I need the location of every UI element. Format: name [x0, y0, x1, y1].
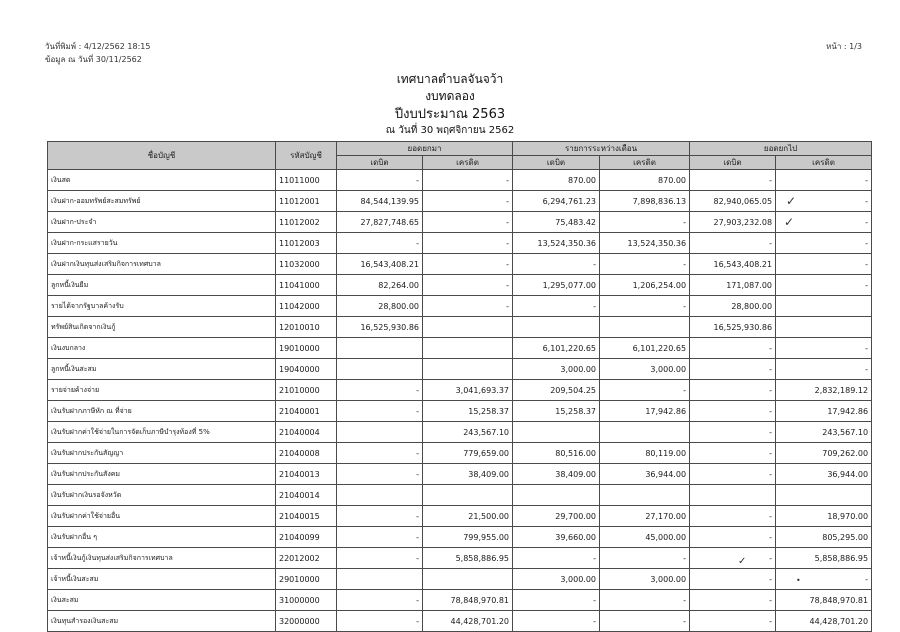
cell-bf-debit: 82,264.00	[337, 275, 423, 296]
cell-account-code: 21010000	[276, 380, 337, 401]
cell-mv-debit: -	[513, 296, 600, 317]
header-bf-debit: เดบิต	[337, 156, 423, 170]
cell-bf-debit	[337, 359, 423, 380]
cell-cf-debit: -	[690, 170, 776, 191]
cell-mv-credit: 1,206,254.00	[600, 275, 690, 296]
cell-mv-debit: -	[513, 548, 600, 569]
cell-mv-credit: 80,119.00	[600, 443, 690, 464]
cell-bf-credit	[423, 485, 513, 506]
handwritten-checkmark: ✓	[738, 556, 747, 567]
cell-account-name: เงินรับฝากภาษีหัก ณ ที่จ่าย	[48, 401, 276, 422]
cell-bf-credit: -	[423, 254, 513, 275]
cell-cf-credit: -	[776, 275, 872, 296]
cell-mv-credit: 27,170.00	[600, 506, 690, 527]
cell-mv-credit: 6,101,220.65	[600, 338, 690, 359]
table-row	[48, 548, 872, 569]
cell-account-name: เงินรับฝากประกันสังคม	[48, 464, 276, 485]
cell-mv-credit: 13,524,350.36	[600, 233, 690, 254]
cell-mv-debit: 80,516.00	[513, 443, 600, 464]
cell-account-name: เงินสะสม	[48, 590, 276, 611]
table-row	[48, 191, 872, 212]
cell-bf-credit: -	[423, 191, 513, 212]
cell-account-name: เงินทุนสำรองเงินสะสม	[48, 611, 276, 632]
cell-cf-debit: -	[690, 443, 776, 464]
cell-cf-debit: 28,800.00	[690, 296, 776, 317]
cell-cf-credit: -	[776, 569, 872, 590]
cell-account-code: 11042000	[276, 296, 337, 317]
cell-account-code: 11011000	[276, 170, 337, 191]
cell-mv-credit: -	[600, 254, 690, 275]
cell-bf-debit: 84,544,139.95	[337, 191, 423, 212]
cell-mv-credit: -	[600, 548, 690, 569]
header-cf-credit: เครดิต	[776, 156, 872, 170]
header-mv-debit: เดบิต	[513, 156, 600, 170]
cell-bf-credit: 78,848,970.81	[423, 590, 513, 611]
cell-bf-debit: -	[337, 611, 423, 632]
cell-account-code: 29010000	[276, 569, 337, 590]
cell-bf-credit: 779,659.00	[423, 443, 513, 464]
cell-mv-debit: 6,101,220.65	[513, 338, 600, 359]
cell-account-name: เงินรับฝากอื่น ๆ	[48, 527, 276, 548]
cell-bf-debit: -	[337, 401, 423, 422]
cell-bf-credit: -	[423, 212, 513, 233]
cell-account-name: รายได้จากรัฐบาลค้างรับ	[48, 296, 276, 317]
cell-cf-credit: 805,295.00	[776, 527, 872, 548]
cell-cf-debit: -	[690, 590, 776, 611]
cell-mv-debit: -	[513, 611, 600, 632]
cell-mv-debit: 29,700.00	[513, 506, 600, 527]
cell-bf-debit: -	[337, 527, 423, 548]
cell-account-name: เงินฝาก-ประจำ	[48, 212, 276, 233]
cell-mv-credit: 3,000.00	[600, 359, 690, 380]
cell-account-name: ลูกหนี้เงินสะสม	[48, 359, 276, 380]
cell-cf-credit: -	[776, 233, 872, 254]
cell-mv-credit: 7,898,836.13	[600, 191, 690, 212]
header-carried-forward: ยอดยกไป	[690, 142, 872, 156]
cell-cf-credit: 78,848,970.81	[776, 590, 872, 611]
cell-bf-credit: -	[423, 275, 513, 296]
cell-cf-credit: -	[776, 212, 872, 233]
cell-mv-debit: 15,258.37	[513, 401, 600, 422]
table-row	[48, 527, 872, 548]
cell-cf-debit: -	[690, 464, 776, 485]
cell-mv-debit: 870.00	[513, 170, 600, 191]
cell-mv-debit: -	[513, 254, 600, 275]
header-cf-debit: เดบิต	[690, 156, 776, 170]
organization-name: เทศบาลตำบลจันจว้า	[396, 72, 504, 86]
table-row	[48, 338, 872, 359]
cell-mv-credit: -	[600, 380, 690, 401]
cell-bf-credit: -	[423, 170, 513, 191]
cell-mv-debit: -	[513, 590, 600, 611]
cell-bf-credit: -	[423, 296, 513, 317]
cell-mv-debit: 38,409.00	[513, 464, 600, 485]
cell-bf-credit	[423, 359, 513, 380]
cell-account-code: 22012002	[276, 548, 337, 569]
cell-bf-debit: -	[337, 233, 423, 254]
cell-bf-credit: 799,955.00	[423, 527, 513, 548]
cell-account-code: 11012003	[276, 233, 337, 254]
cell-cf-credit: 17,942.86	[776, 401, 872, 422]
cell-bf-debit: 27,827,748.65	[337, 212, 423, 233]
cell-mv-debit	[513, 317, 600, 338]
cell-cf-debit: -	[690, 569, 776, 590]
cell-account-code: 21040013	[276, 464, 337, 485]
cell-cf-credit	[776, 485, 872, 506]
print-date: วันที่พิมพ์ : 4/12/2562 18:15	[45, 42, 151, 51]
cell-cf-debit: -	[690, 611, 776, 632]
cell-cf-credit: 36,944.00	[776, 464, 872, 485]
cell-mv-credit: 45,000.00	[600, 527, 690, 548]
cell-cf-credit: 5,858,886.95	[776, 548, 872, 569]
cell-cf-debit: -	[690, 233, 776, 254]
cell-account-name: เงินสด	[48, 170, 276, 191]
cell-cf-credit: 18,970.00	[776, 506, 872, 527]
cell-mv-credit: -	[600, 590, 690, 611]
cell-cf-credit: -	[776, 170, 872, 191]
cell-mv-credit	[600, 422, 690, 443]
cell-bf-debit	[337, 422, 423, 443]
report-title: งบทดลอง	[425, 89, 475, 103]
cell-account-name: เงินรับฝากประกันสัญญา	[48, 443, 276, 464]
header-account-code: รหัสบัญชี	[276, 142, 337, 170]
cell-cf-debit: -	[690, 338, 776, 359]
cell-cf-credit: -	[776, 338, 872, 359]
header-brought-forward: ยอดยกมา	[337, 142, 513, 156]
cell-mv-debit	[513, 485, 600, 506]
cell-mv-debit: 75,483.42	[513, 212, 600, 233]
cell-mv-debit	[513, 422, 600, 443]
table-row	[48, 569, 872, 590]
cell-bf-debit: 28,800.00	[337, 296, 423, 317]
table-row	[48, 590, 872, 611]
cell-bf-credit	[423, 317, 513, 338]
cell-mv-debit: 1,295,077.00	[513, 275, 600, 296]
cell-cf-debit: 171,087.00	[690, 275, 776, 296]
table-row	[48, 380, 872, 401]
cell-cf-credit: -	[776, 359, 872, 380]
cell-bf-debit	[337, 569, 423, 590]
cell-account-name: เงินรับฝากค่าใช้จ่ายอื่น	[48, 506, 276, 527]
cell-mv-credit: -	[600, 611, 690, 632]
cell-account-code: 11012002	[276, 212, 337, 233]
cell-bf-debit: 16,543,408.21	[337, 254, 423, 275]
cell-cf-debit: -	[690, 380, 776, 401]
cell-cf-credit: 709,262.00	[776, 443, 872, 464]
cell-bf-credit: -	[423, 233, 513, 254]
cell-account-name: เงินฝาก-ออมทรัพย์สะสมทรัพย์	[48, 191, 276, 212]
fiscal-year: ปีงบประมาณ 2563	[394, 107, 506, 122]
cell-cf-debit: 82,940,065.05	[690, 191, 776, 212]
cell-mv-credit: 870.00	[600, 170, 690, 191]
cell-bf-debit: 16,525,930.86	[337, 317, 423, 338]
cell-account-code: 21040001	[276, 401, 337, 422]
cell-mv-debit: 3,000.00	[513, 359, 600, 380]
table-row	[48, 506, 872, 527]
cell-mv-credit: 36,944.00	[600, 464, 690, 485]
cell-account-name: เจ้าหนี้เงินสะสม	[48, 569, 276, 590]
table-row	[48, 233, 872, 254]
header-movement: รายการระหว่างเดือน	[513, 142, 690, 156]
header-bf-credit: เครดิต	[423, 156, 513, 170]
cell-account-code: 21040015	[276, 506, 337, 527]
trial-balance-table	[47, 141, 872, 632]
cell-account-code: 19040000	[276, 359, 337, 380]
cell-bf-debit: -	[337, 590, 423, 611]
cell-account-name: เงินฝาก-กระแสรายวัน	[48, 233, 276, 254]
cell-account-code: 11032000	[276, 254, 337, 275]
table-row	[48, 422, 872, 443]
cell-account-code: 31000000	[276, 590, 337, 611]
cell-cf-credit: 2,832,189.12	[776, 380, 872, 401]
cell-cf-debit: -	[690, 359, 776, 380]
cell-bf-credit	[423, 338, 513, 359]
cell-mv-credit: -	[600, 212, 690, 233]
cell-bf-credit: 21,500.00	[423, 506, 513, 527]
cell-account-code: 32000000	[276, 611, 337, 632]
cell-cf-credit: -	[776, 254, 872, 275]
cell-account-code: 11012001	[276, 191, 337, 212]
cell-bf-credit	[423, 569, 513, 590]
cell-account-name: เงินรับฝากเงินรอจังหวัด	[48, 485, 276, 506]
table-row	[48, 359, 872, 380]
cell-account-code: 21040008	[276, 443, 337, 464]
cell-account-name: เงินงบกลาง	[48, 338, 276, 359]
cell-bf-credit: 15,258.37	[423, 401, 513, 422]
cell-account-name: ทรัพย์สินเกิดจากเงินกู้	[48, 317, 276, 338]
cell-cf-debit: -	[690, 506, 776, 527]
cell-mv-debit: 209,504.25	[513, 380, 600, 401]
cell-cf-credit: 243,567.10	[776, 422, 872, 443]
cell-account-code: 21040004	[276, 422, 337, 443]
cell-cf-debit: 16,525,930.86	[690, 317, 776, 338]
cell-account-code: 11041000	[276, 275, 337, 296]
cell-mv-credit	[600, 485, 690, 506]
cell-cf-debit: 27,903,232.08	[690, 212, 776, 233]
cell-account-name: เงินรับฝากค่าใช้จ่ายในการจัดเก็บภาษีบำรุงท้องที่ 5%	[48, 422, 276, 443]
table-row	[48, 464, 872, 485]
table-row	[48, 611, 872, 632]
cell-bf-credit: 38,409.00	[423, 464, 513, 485]
table-row	[48, 401, 872, 422]
cell-mv-debit: 39,660.00	[513, 527, 600, 548]
cell-cf-debit: -	[690, 548, 776, 569]
table-row	[48, 443, 872, 464]
table-row	[48, 212, 872, 233]
cell-mv-credit: 3,000.00	[600, 569, 690, 590]
handwritten-dot: •	[796, 576, 801, 585]
cell-account-code: 21040099	[276, 527, 337, 548]
cell-account-name: เงินฝากเงินทุนส่งเสริมกิจการเทศบาล	[48, 254, 276, 275]
cell-account-code: 12010010	[276, 317, 337, 338]
cell-bf-debit: -	[337, 548, 423, 569]
cell-bf-credit: 5,858,886.95	[423, 548, 513, 569]
table-row	[48, 275, 872, 296]
cell-cf-debit	[690, 485, 776, 506]
cell-bf-debit: -	[337, 380, 423, 401]
table-row	[48, 170, 872, 191]
cell-bf-credit: 243,567.10	[423, 422, 513, 443]
report-date: ณ วันที่ 30 พฤศจิกายน 2562	[385, 125, 515, 136]
cell-mv-credit: 17,942.86	[600, 401, 690, 422]
cell-mv-debit: 13,524,350.36	[513, 233, 600, 254]
cell-account-name: เจ้าหนี้เงินกู้เงินทุนส่งเสริมกิจการเทศบาล	[48, 548, 276, 569]
handwritten-checkmark: ✓	[784, 215, 795, 229]
cell-bf-debit	[337, 485, 423, 506]
cell-cf-debit: 16,543,408.21	[690, 254, 776, 275]
data-as-of-date: ข้อมูล ณ วันที่ 30/11/2562	[45, 55, 142, 64]
cell-mv-credit: -	[600, 296, 690, 317]
cell-bf-debit	[337, 338, 423, 359]
cell-bf-debit: -	[337, 170, 423, 191]
cell-mv-credit	[600, 317, 690, 338]
cell-account-code: 21040014	[276, 485, 337, 506]
header-mv-credit: เครดิต	[600, 156, 690, 170]
cell-bf-credit: 44,428,701.20	[423, 611, 513, 632]
cell-bf-debit: -	[337, 443, 423, 464]
cell-cf-credit: -	[776, 191, 872, 212]
table-row	[48, 296, 872, 317]
cell-bf-debit: -	[337, 464, 423, 485]
cell-bf-debit: -	[337, 506, 423, 527]
header-account-name: ชื่อบัญชี	[48, 142, 276, 170]
table-row	[48, 485, 872, 506]
cell-cf-debit: -	[690, 527, 776, 548]
cell-cf-credit: 44,428,701.20	[776, 611, 872, 632]
cell-cf-credit	[776, 296, 872, 317]
handwritten-checkmark: ✓	[786, 194, 797, 208]
cell-bf-credit: 3,041,693.37	[423, 380, 513, 401]
cell-account-name: ลูกหนี้เงินยืม	[48, 275, 276, 296]
cell-cf-debit: -	[690, 422, 776, 443]
page-number: หน้า : 1/3	[826, 42, 862, 51]
cell-mv-debit: 3,000.00	[513, 569, 600, 590]
cell-account-name: รายจ่ายค้างจ่าย	[48, 380, 276, 401]
cell-cf-debit: -	[690, 401, 776, 422]
table-row	[48, 317, 872, 338]
cell-mv-debit: 6,294,761.23	[513, 191, 600, 212]
cell-account-code: 19010000	[276, 338, 337, 359]
cell-cf-credit	[776, 317, 872, 338]
table-row	[48, 254, 872, 275]
